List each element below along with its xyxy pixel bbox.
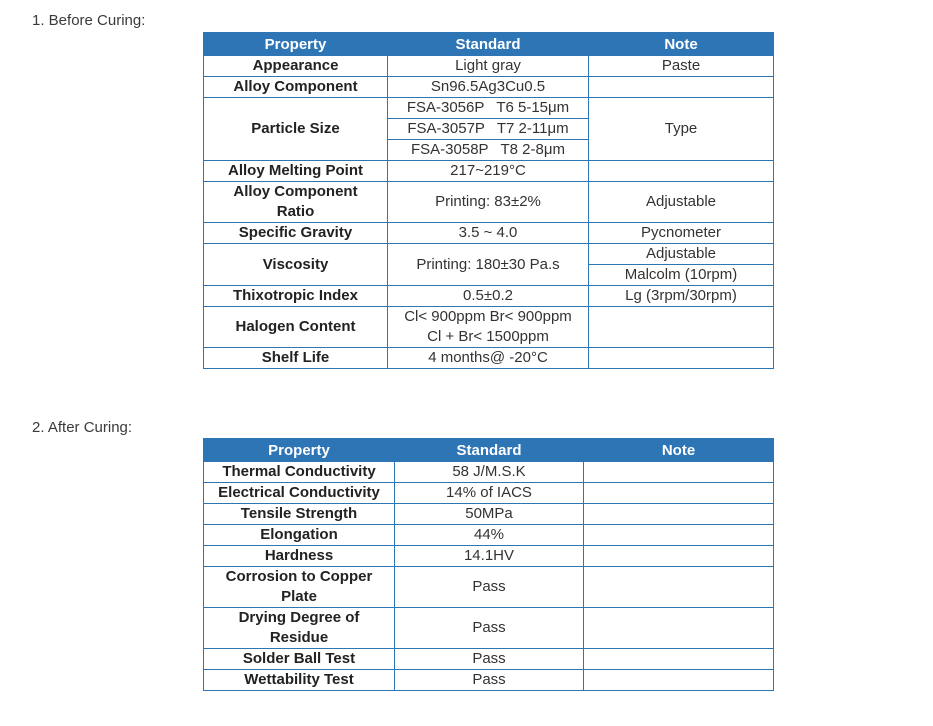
- table-row: [204, 670, 774, 691]
- standard-cell: 0.5±0.2: [388, 286, 589, 307]
- standard-line: Cl< 900ppm Br< 900ppm: [404, 308, 572, 325]
- table-row: [204, 161, 774, 182]
- property-cell: [204, 608, 395, 649]
- property-cell: Elongation: [204, 525, 395, 546]
- table-row: [204, 182, 774, 223]
- column-header-standard: Standard: [388, 33, 589, 56]
- standard-cell: [388, 307, 589, 348]
- standard-cell: Pass: [395, 649, 584, 670]
- note-cell: [589, 307, 774, 348]
- note-cell: [584, 483, 774, 504]
- note-cell: Type: [589, 98, 774, 161]
- standard-cell: 44%: [395, 525, 584, 546]
- standard-cell: Light gray: [388, 56, 589, 77]
- table-row: [204, 546, 774, 567]
- table-row: [204, 56, 774, 77]
- property-cell: Hardness: [204, 546, 395, 567]
- property-cell: Appearance: [204, 56, 388, 77]
- property-line: Corrosion to Copper: [225, 568, 373, 585]
- standard-cell: 58 J/M.S.K: [395, 462, 584, 483]
- standard-cell: FSA-3056P T6 5-15μm: [388, 98, 589, 119]
- property-line: Ratio: [276, 203, 315, 220]
- section-heading-before-curing: 1. Before Curing:: [32, 12, 146, 29]
- note-cell: Adjustable: [589, 244, 774, 265]
- property-line: Alloy Component: [233, 183, 358, 200]
- property-cell: Viscosity: [204, 244, 388, 286]
- standard-cell: 4 months@ -20°C: [388, 348, 589, 369]
- after-curing-table: [203, 438, 774, 691]
- table-row: [204, 525, 774, 546]
- column-header-property: Property: [204, 439, 395, 462]
- note-cell: Lg (3rpm/30rpm): [589, 286, 774, 307]
- standard-cell: Pass: [395, 608, 584, 649]
- note-cell: Malcolm (10rpm): [589, 265, 774, 286]
- standard-cell: 3.5 ~ 4.0: [388, 223, 589, 244]
- standard-cell: 14% of IACS: [395, 483, 584, 504]
- property-line: Residue: [269, 629, 329, 646]
- note-cell: [584, 567, 774, 608]
- table-row: [204, 223, 774, 244]
- column-header-standard: Standard: [395, 439, 584, 462]
- table-row: [204, 307, 774, 348]
- property-cell: Particle Size: [204, 98, 388, 161]
- property-cell: Tensile Strength: [204, 504, 395, 525]
- table-row: [204, 504, 774, 525]
- standard-cell: FSA-3058P T8 2-8μm: [388, 140, 589, 161]
- table-row: [204, 98, 774, 119]
- table-row: [204, 462, 774, 483]
- table-header-row: [204, 439, 774, 462]
- property-cell: Alloy Component: [204, 77, 388, 98]
- property-cell: Halogen Content: [204, 307, 388, 348]
- standard-cell: 14.1HV: [395, 546, 584, 567]
- standard-cell: Pass: [395, 670, 584, 691]
- property-line: Drying Degree of: [238, 609, 360, 626]
- property-cell: Thixotropic Index: [204, 286, 388, 307]
- note-cell: [584, 649, 774, 670]
- standard-cell: Sn96.5Ag3Cu0.5: [388, 77, 589, 98]
- property-cell: Thermal Conductivity: [204, 462, 395, 483]
- note-cell: [584, 525, 774, 546]
- standard-cell: Printing: 180±30 Pa.s: [388, 244, 589, 286]
- table-row: [204, 286, 774, 307]
- standard-cell: Pass: [395, 567, 584, 608]
- note-cell: Pycnometer: [589, 223, 774, 244]
- property-cell: Electrical Conductivity: [204, 483, 395, 504]
- table-row: [204, 649, 774, 670]
- table-row: [204, 244, 774, 265]
- note-cell: [589, 348, 774, 369]
- note-cell: [584, 608, 774, 649]
- table-row: [204, 77, 774, 98]
- note-cell: Paste: [589, 56, 774, 77]
- standard-cell: 50MPa: [395, 504, 584, 525]
- note-cell: [584, 546, 774, 567]
- table-row: [204, 483, 774, 504]
- table-row: [204, 348, 774, 369]
- note-cell: [584, 462, 774, 483]
- property-cell: Alloy Melting Point: [204, 161, 388, 182]
- property-line: Plate: [281, 588, 317, 605]
- property-cell: Shelf Life: [204, 348, 388, 369]
- property-cell: [204, 182, 388, 223]
- standard-cell: Printing: 83±2%: [388, 182, 589, 223]
- property-cell: [204, 567, 395, 608]
- standard-cell: 217~219°C: [388, 161, 589, 182]
- standard-cell: FSA-3057P T7 2-11μm: [388, 119, 589, 140]
- note-cell: [589, 161, 774, 182]
- column-header-note: Note: [589, 33, 774, 56]
- column-header-note: Note: [584, 439, 774, 462]
- note-cell: [584, 504, 774, 525]
- note-cell: [589, 77, 774, 98]
- table-header-row: [204, 33, 774, 56]
- property-cell: Specific Gravity: [204, 223, 388, 244]
- standard-line: Cl + Br< 1500ppm: [427, 328, 549, 345]
- column-header-property: Property: [204, 33, 388, 56]
- before-curing-table: [203, 32, 774, 369]
- property-cell: Solder Ball Test: [204, 649, 395, 670]
- section-heading-after-curing: 2. After Curing:: [32, 419, 133, 436]
- note-cell: Adjustable: [589, 182, 774, 223]
- table-row: [204, 567, 774, 608]
- note-cell: [584, 670, 774, 691]
- property-cell: Wettability Test: [204, 670, 395, 691]
- table-row: [204, 608, 774, 649]
